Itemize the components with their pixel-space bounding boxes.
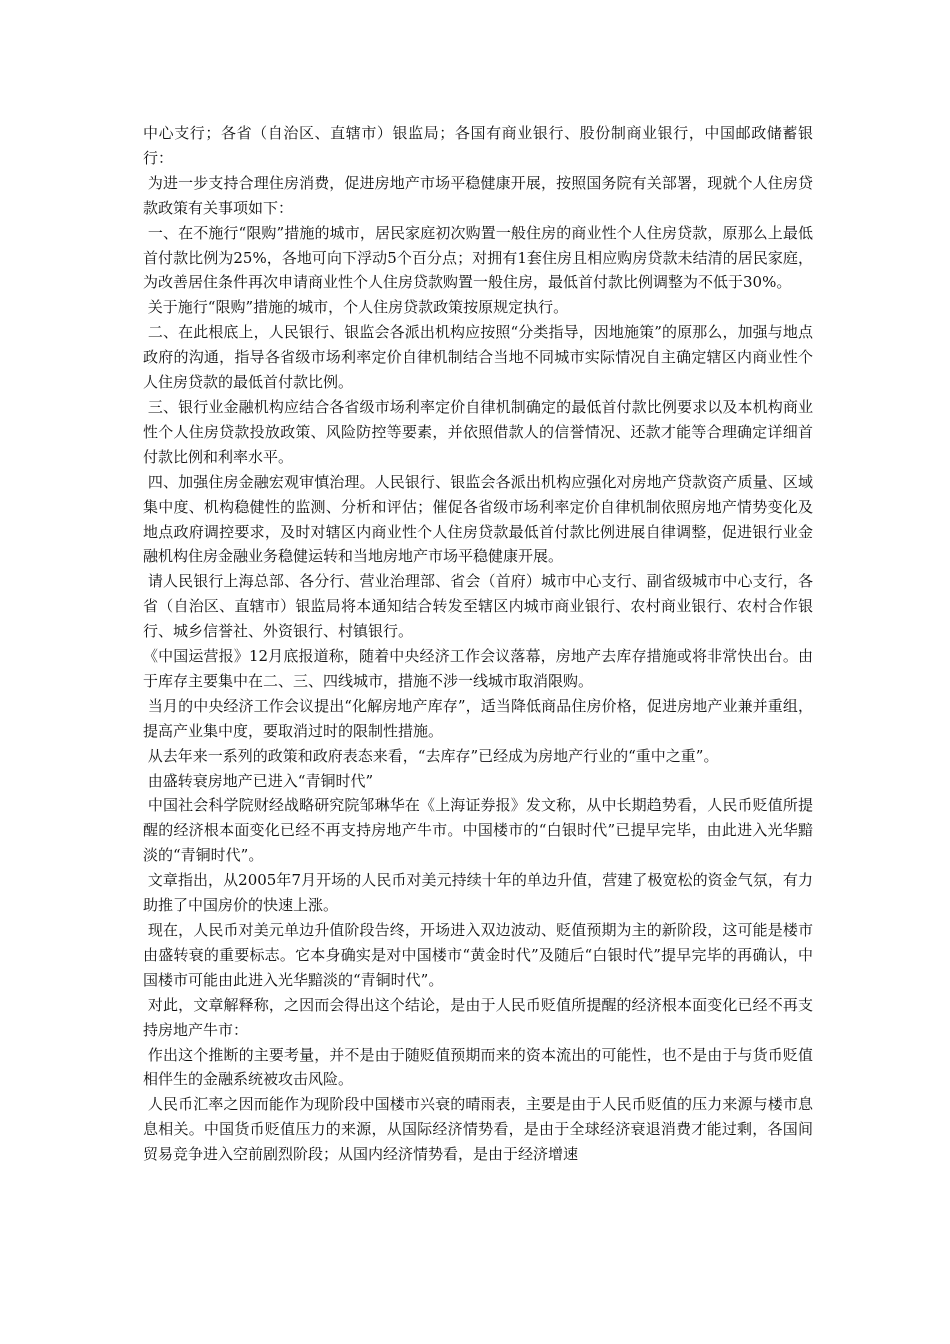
paragraph-bronze-age-heading: 由盛转衰房地产已进入“青铜时代”	[143, 771, 374, 790]
paragraph-main-consideration: 作出这个推断的主要考量，并不是由于随贬值预期而来的资本流出的可能性，也不是由于与货币贬值相伴生的金融系统被攻击风险。	[143, 1045, 813, 1089]
paragraph-current-stage: 现在，人民币对美元单边升值阶段告终，开场进入双边波动、贬值预期为主的新阶段，这可能是楼市由盛转衰的重要标志。它本身确实是对中国楼市“黄金时代”及随后“白银时代”提早完毕的再确认，中国楼市可能由此进入光华黯淡的“青铜时代”。	[143, 921, 813, 989]
paragraph-addressees: 中心支行；各省（自治区、直辖市）银监局；各国有商业银行、股份制商业银行，中国邮政储蓄银行：	[143, 124, 813, 167]
paragraph-news-report: 《中国运营报》12月底报道称，随着中央经济工作会议落幕，房地产去库存措施或将非常快出台。由于库存主要集中在二、三、四线城市，措施不涉一线城市取消限购。	[143, 647, 813, 690]
paragraph-work-conference: 当月的中央经济工作会议提出“化解房地产库存”，适当降低商品住房价格，促进房地产业兼并重组，提高产业集中度，要取消过时的限制性措施。	[143, 696, 813, 740]
paragraph-forwarding-notice: 请人民银行上海总部、各分行、营业治理部、省会（首府）城市中心支行、副省级城市中心支行，各省（自治区、直辖市）银监局将本通知结合转发至辖区内城市商业银行、农村商业银行、农村合作银行、城乡信誉社、外资银行、村镇银行。	[143, 572, 813, 641]
paragraph-destocking: 从去年来一系列的政策和政府表态来看，“去库存”已经成为房地产行业的“重中之重”。	[143, 746, 719, 765]
paragraph-purchase-restriction: 关于施行“限购”措施的城市，个人住房贷款政策按原规定执行。	[143, 298, 569, 317]
document-body	[143, 121, 813, 1167]
paragraph-exchange-rate-barometer: 人民币汇率之因而能作为现阶段中国楼市兴衰的晴雨表，主要是由于人民币贬值的压力来源与楼市息息相关。中国货币贬值压力的来源，从国际经济情势看，是由于全球经济衰退消费才能过剩，各国间贸易竞争进入空前剧烈阶段；从国内经济情势看，是由于经济增速	[143, 1095, 813, 1164]
paragraph-research-opinion: 中国社会科学院财经战略研究院邹琳华在《上海证券报》发文称，从中长期趋势看，人民币贬值所提醒的经济根本面变化已经不再支持房地产牛市。中国楼市的“白银时代”已提早完毕，由此进入光华黯淡的“青铜时代”。	[143, 796, 813, 865]
paragraph-appreciation-history: 文章指出，从2005年7月开场的人民币对美元持续十年的单边升值，营建了极宽松的资金气氛，有力助推了中国房价的快速上涨。	[143, 871, 813, 915]
paragraph-item-2: 二、在此根底上，人民银行、银监会各派出机构应按照“分类指导，因地施策”的原那么，加强与地点政府的沟通，指导各省级市场利率定价自律机制结合当地不同城市实际情况自主确定辖区内商业性个人住房贷款的最低首付款比例。	[143, 323, 813, 392]
paragraph-intro: 为进一步支持合理住房消费，促进房地产市场平稳健康开展，按照国务院有关部署，现就个人住房贷款政策有关事项如下：	[143, 173, 813, 217]
paragraph-item-1: 一、在不施行“限购”措施的城市，居民家庭初次购置一般住房的商业性个人住房贷款，原那么上最低首付款比例为25%，各地可向下浮动5个百分点；对拥有1套住房且相应购房贷款未结清的居民家庭，为改善居住条件再次申请商业性个人住房贷款购置一般住房，最低首付款比例调整为不低于30%。	[143, 223, 813, 292]
paragraph-explanation: 对此，文章解释称，之因而会得出这个结论，是由于人民币贬值所提醒的经济根本面变化已经不再支持房地产牛市：	[143, 995, 813, 1039]
paragraph-item-3: 三、银行业金融机构应结合各省级市场利率定价自律机制确定的最低首付款比例要求以及本机构商业性个人住房贷款投放政策、风险防控等要素，并依照借款人的信誉情况、还款才能等合理确定详细首付款比例和利率水平。	[143, 397, 813, 466]
paragraph-item-4: 四、加强住房金融宏观审慎治理。人民银行、银监会各派出机构应强化对房地产贷款资产质量、区域集中度、机构稳健性的监测、分析和评估；催促各省级市场利率定价自律机制依照房地产情势变化及地点政府调控要求，及时对辖区内商业性个人住房贷款最低首付款比例进展自律调整，促进银行业金融机构住房金融业务稳健运转和当地房地产市场平稳健康开展。	[143, 472, 813, 566]
